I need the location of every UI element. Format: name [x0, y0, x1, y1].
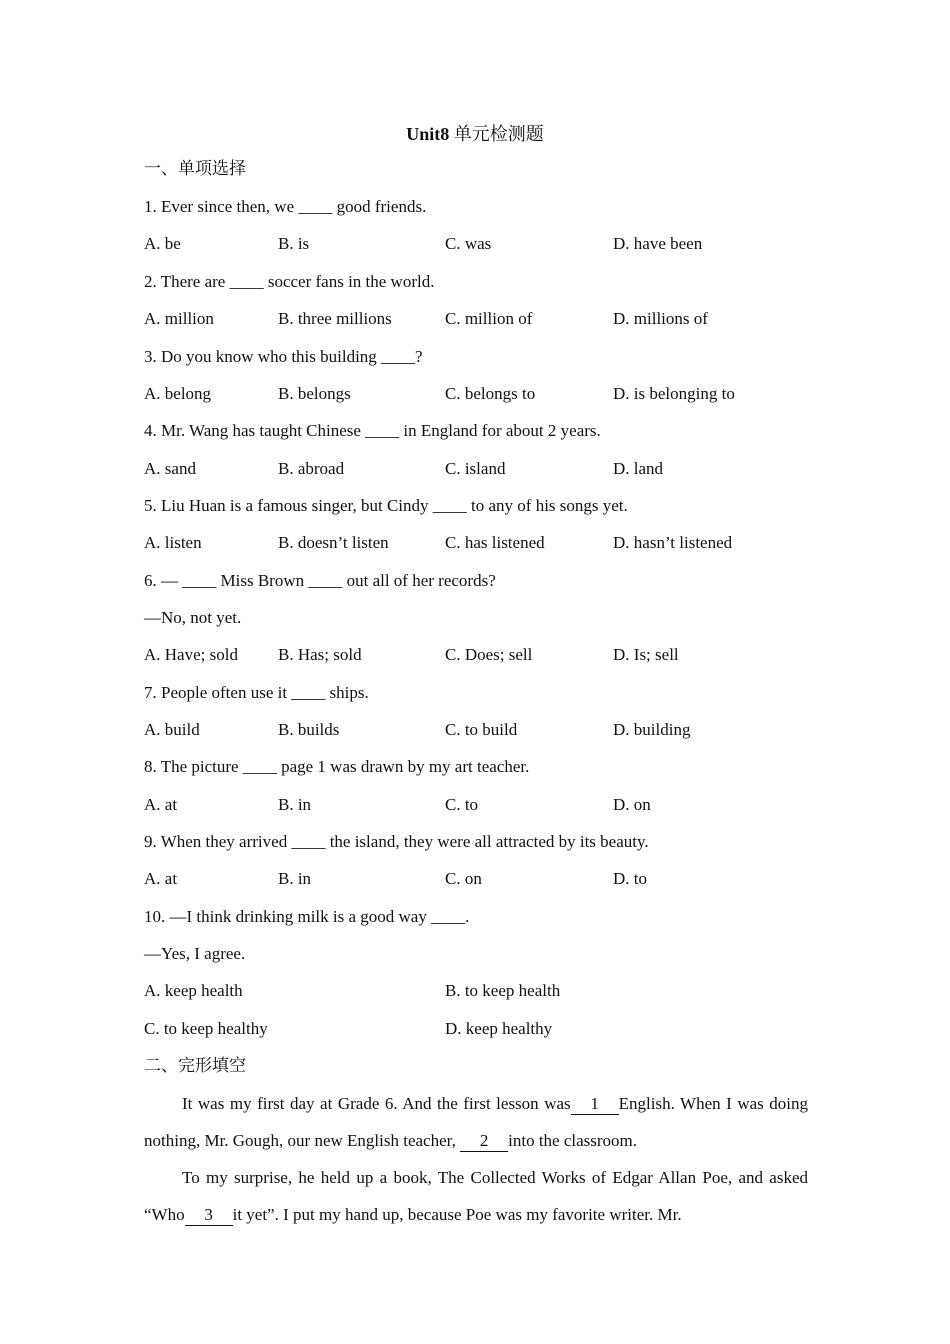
- option-9b: B. in: [278, 869, 312, 888]
- option-6a: A. Have; sold: [144, 645, 238, 664]
- document-title: [0, 120, 950, 146]
- option-1a: A. be: [144, 234, 181, 253]
- option-8a: A. at: [144, 795, 178, 814]
- question-6-reply: —No, not yet.: [144, 608, 242, 627]
- option-5c: C. has listened: [445, 533, 545, 552]
- option-5a: A. listen: [144, 533, 202, 552]
- option-8d: D. on: [613, 795, 651, 814]
- question-4: 4. Mr. Wang has taught Chinese ____ in England for about 2 years.: [144, 421, 601, 440]
- cloze-blank-1: 1: [571, 1094, 619, 1115]
- question-10-reply: —Yes, I agree.: [144, 944, 246, 963]
- question-9: 9. When they arrived ____ the island, they were all attracted by its beauty.: [144, 832, 649, 851]
- cloze-blank-3: 3: [185, 1205, 233, 1226]
- cloze-text: into the classroom.: [508, 1131, 638, 1150]
- option-9c: C. on: [445, 869, 482, 888]
- option-6c: C. Does; sell: [445, 645, 533, 664]
- option-2d: D. millions of: [613, 309, 708, 328]
- cloze-text: it yet”. I put my hand up, because Poe was my favorite writer. Mr.: [232, 1205, 682, 1224]
- option-3b: B. belongs: [278, 384, 351, 403]
- option-6b: B. Has; sold: [278, 645, 362, 664]
- option-3a: A. belong: [144, 384, 212, 403]
- cloze-text: English. When I was doing nothing, Mr. Gough, our new English teacher,: [144, 1094, 809, 1150]
- question-8: 8. The picture ____ page 1 was drawn by my art teacher.: [144, 757, 530, 776]
- option-10c: C. to keep healthy: [144, 1019, 268, 1038]
- option-5b: B. doesn’t listen: [278, 533, 389, 552]
- option-3d: D. is belonging to: [613, 384, 735, 403]
- option-7b: B. builds: [278, 720, 340, 739]
- option-4d: D. land: [613, 459, 664, 478]
- option-4b: B. abroad: [278, 459, 345, 478]
- option-8b: B. in: [278, 795, 312, 814]
- section-heading-multiple-choice: 一、单项选择: [144, 159, 246, 178]
- option-6d: D. Is; sell: [613, 645, 679, 664]
- option-7d: D. building: [613, 720, 691, 739]
- option-7a: A. build: [144, 720, 200, 739]
- question-7: 7. People often use it ____ ships.: [144, 683, 369, 702]
- question-10: 10. —I think drinking milk is a good way ____.: [144, 907, 470, 926]
- option-2c: C. million of: [445, 309, 533, 328]
- option-10d: D. keep healthy: [445, 1019, 553, 1038]
- cloze-paragraph-1: [144, 1085, 808, 1159]
- option-4a: A. sand: [144, 459, 196, 478]
- option-2a: A. million: [144, 309, 214, 328]
- option-9a: A. at: [144, 869, 178, 888]
- cloze-text: To my surprise, he held up a book, The Collected Works of Edgar Allan Poe, and asked “Who: [144, 1168, 808, 1224]
- question-6: 6. — ____ Miss Brown ____ out all of her records?: [144, 571, 496, 590]
- question-5: 5. Liu Huan is a famous singer, but Cindy ____ to any of his songs yet.: [144, 496, 628, 515]
- cloze-paragraph-2: [144, 1159, 808, 1233]
- option-2b: B. three millions: [278, 309, 392, 328]
- title-text: 单元检测题: [453, 124, 544, 144]
- question-2: 2. There are ____ soccer fans in the world.: [144, 272, 435, 291]
- option-10a: A. keep health: [144, 981, 243, 1000]
- option-1b: B. is: [278, 234, 310, 253]
- question-1: 1. Ever since then, we ____ good friends.: [144, 197, 427, 216]
- option-10b: B. to keep health: [445, 981, 561, 1000]
- option-1d: D. have been: [613, 234, 703, 253]
- option-7c: C. to build: [445, 720, 518, 739]
- cloze-text: It was my first day at Grade 6. And the first lesson was: [182, 1094, 571, 1113]
- option-3c: C. belongs to: [445, 384, 536, 403]
- option-1c: C. was: [445, 234, 492, 253]
- option-5d: D. hasn’t listened: [613, 533, 733, 552]
- cloze-blank-2: 2: [460, 1131, 508, 1152]
- option-8c: C. to: [445, 795, 479, 814]
- section-heading-cloze: 二、完形填空: [144, 1056, 246, 1075]
- option-4c: C. island: [445, 459, 506, 478]
- option-9d: D. to: [613, 869, 647, 888]
- question-3: 3. Do you know who this building ____?: [144, 347, 423, 366]
- title-unit: Unit8: [406, 124, 450, 144]
